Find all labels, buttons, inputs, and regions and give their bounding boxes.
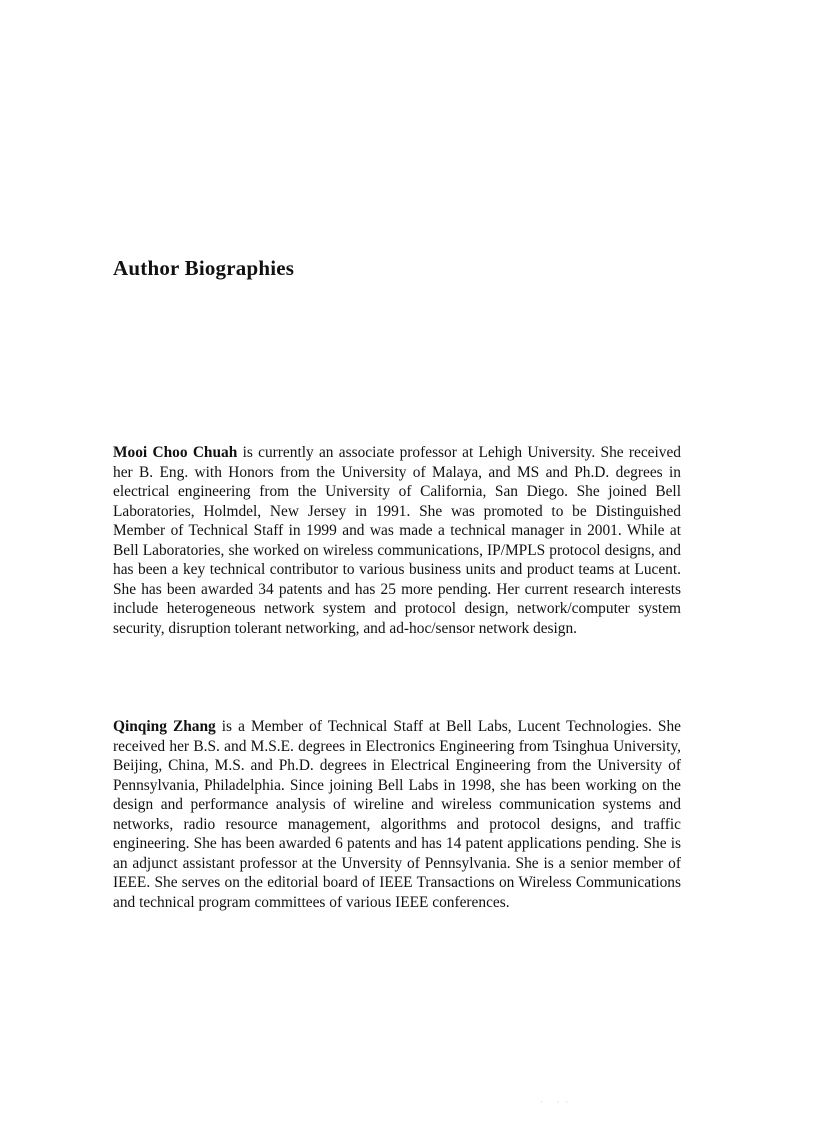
biography-paragraph (113, 717, 681, 912)
biography-text: is a Member of Technical Staff at Bell Labs, Lucent Technologies. She received her B.S. and M.S.E. degrees in Electronics Engineering from Tsinghua University, Beijing, China, M.S. and Ph.D. degrees in Electrical Engineering from the University of Pennsylvania, Philadelphia. Since joining Bell Labs in 1998, she has been working on the design and performance analysis of wireline and wireless communication systems and networks, radio resource management, algorithms and protocol designs, and traffic engineering. She has been awarded 6 patents and has 14 patent applications pending. She is an adjunct assistant professor at the Unversity of Pennsylvania. She is a senior member of IEEE. She serves on the editorial board of IEEE Transactions on Wireless Communications and technical program committees of various IEEE conferences. (113, 718, 681, 911)
biography-text: is currently an associate professor at Lehigh University. She received her B. Eng. with Honors from the University of Malaya, and MS and Ph.D. degrees in electrical engineering from the University of California, San Diego. She joined Bell Laboratories, Holmdel, New Jersey in 1991. She was promoted to be Distinguished Member of Technical Staff in 1999 and was made a technical manager in 2001. While at Bell Laboratories, she worked on wireless communications, IP/MPLS protocol designs, and has been a key technical contributor to various business units and product teams at Lucent. She has been awarded 34 patents and has 25 more pending. Her current research interests include heterogeneous network system and protocol design, network/computer system security, disruption tolerant networking, and ad-hoc/sensor network design. (113, 444, 681, 637)
author-name: Mooi Choo Chuah (113, 444, 238, 461)
scan-artifact: · ·· (540, 1098, 574, 1107)
biography-paragraph (113, 443, 681, 638)
author-name: Qinqing Zhang (113, 718, 216, 735)
page-title: Author Biographies (113, 256, 295, 280)
